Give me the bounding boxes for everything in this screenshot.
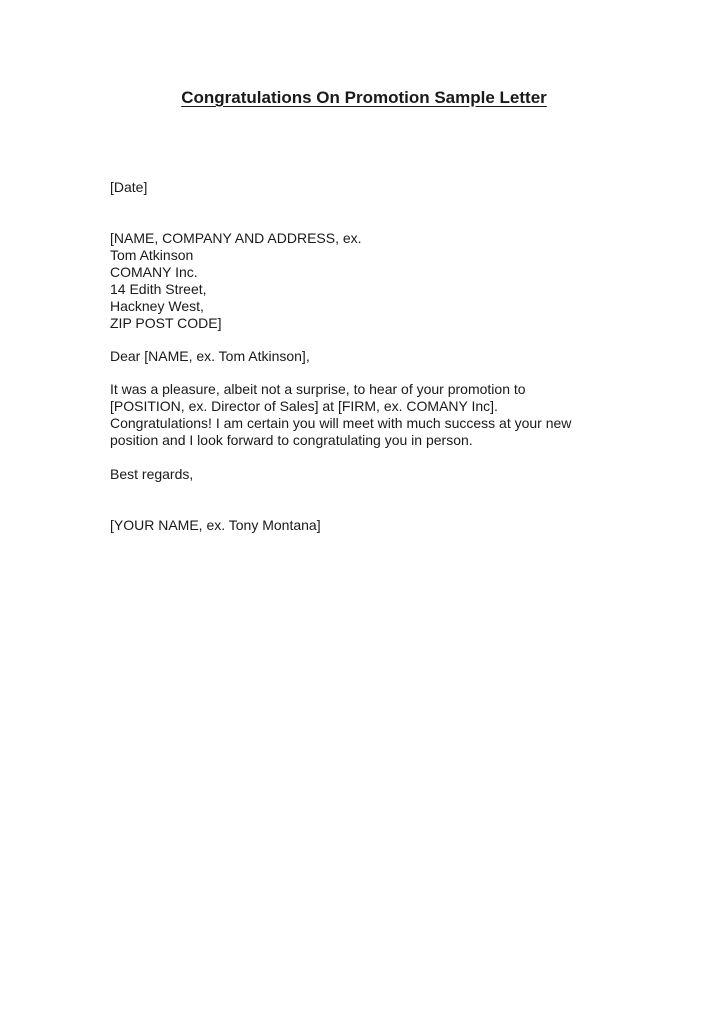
paragraph-line: Congratulations! I am certain you will meet with much success at your new — [110, 415, 572, 431]
address-line: 14 Edith Street, — [110, 281, 207, 297]
signature: [YOUR NAME, ex. Tony Montana] — [110, 517, 321, 533]
address-line: ZIP POST CODE] — [110, 315, 222, 331]
salutation: Dear [NAME, ex. Tom Atkinson], — [110, 348, 310, 364]
paragraph-line: position and I look forward to congratulating you in person. — [110, 432, 473, 448]
address-line: Tom Atkinson — [110, 247, 194, 263]
closing: Best regards, — [110, 466, 194, 482]
paragraph-line: [POSITION, ex. Director of Sales] at [FIRM, ex. COMANY Inc]. — [110, 398, 498, 414]
letter-body-paragraph — [110, 381, 630, 449]
address-line: [NAME, COMPANY AND ADDRESS, ex. — [110, 230, 362, 246]
letter-title: Congratulations On Promotion Sample Letter — [181, 88, 547, 107]
recipient-address — [110, 230, 630, 332]
address-line: COMANY Inc. — [110, 264, 198, 280]
paragraph-line: It was a pleasure, albeit not a surprise, to hear of your promotion to — [110, 381, 526, 397]
address-line: Hackney West, — [110, 298, 204, 314]
letter-date: [Date] — [110, 179, 148, 195]
